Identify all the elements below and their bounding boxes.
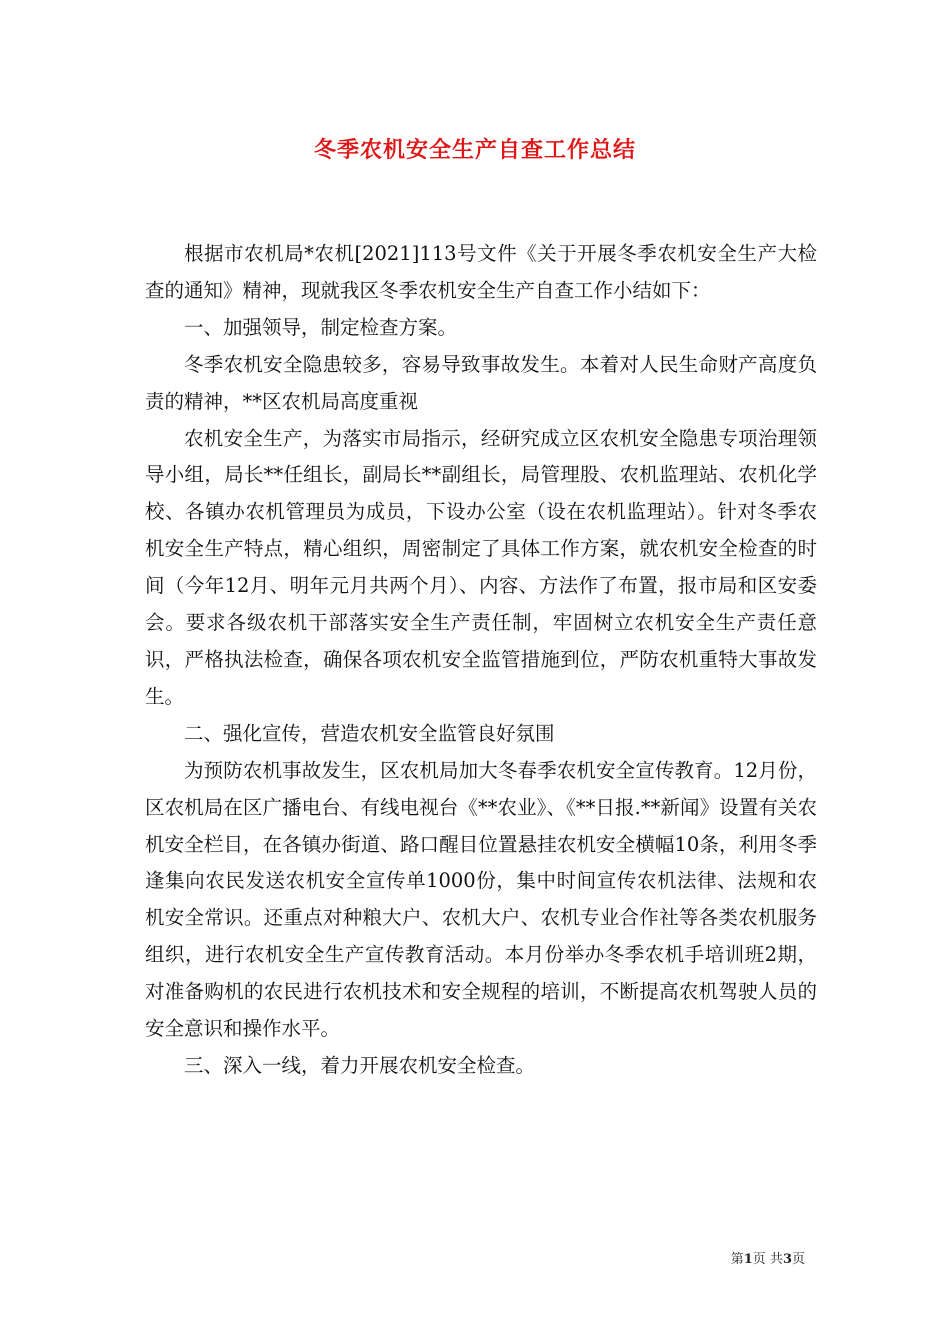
total-page-number: 3 [782,1252,792,1267]
section-heading-3: 三、深入一线，着力开展农机安全检查。 [184,1053,536,1077]
document-title: 冬季农机安全生产自查工作总结 [313,138,636,163]
current-page-number: 1 [743,1252,753,1267]
footer-middle: 页 共 [752,1252,783,1267]
document-body [145,236,817,1085]
paragraph: 冬季农机安全隐患较多，容易导致事故发生。本着对人民生命财产高度负责的精神，**区农机局高度重视 [145,352,817,413]
footer-prefix: 第 [730,1252,744,1267]
section-heading-2: 二、强化宣传，营造农机安全监管良好氛围 [184,721,555,745]
paragraph: 农机安全生产，为落实市局指示，经研究成立区农机安全隐患专项治理领导小组，局长**任组长，副局长**副组长，局管理股、农机监理站、农机化学校、各镇办农机管理员为成员，下设办公室（设在农机监理站）。针对冬季农机安全生产特点，精心组织，周密制定了具体工作方案，就农机安全检查的时间（今年12月、明年元月共两个月）、内容、方法作了布置，报市局和区安委会。要求各级农机干部落实安全生产责任制，牢固树立农机安全生产责任意识，严格执法检查，确保各项农机安全监管措施到位，严防农机重特大事故发生。 [145,426,817,708]
paragraph: 为预防农机事故发生，区农机局加大冬春季农机安全宣传教育。12月份，区农机局在区广播电台、有线电视台《**农业》、《**日报.**新闻》设置有关农机安全栏目，在各镇办街道、路口醒目位置悬挂农机安全横幅10条，利用冬季逢集向农民发送农机安全宣传单1000份，集中时间宣传农机法律、法规和农机安全常识。还重点对种粮大户、农机大户、农机专业合作社等各类农机服务组织，进行农机安全生产宣传教育活动。本月份举办冬季农机手培训班2期，对准备购机的农民进行农机技术和安全规程的培训，不断提高农机驾驶人员的安全意识和操作水平。 [145,758,817,1041]
section-heading-1: 一、加强领导，制定检查方案。 [184,315,458,339]
page-number-footer [731,1248,805,1267]
footer-suffix: 页 [791,1252,805,1267]
paragraph-intro: 根据市农机局*农机[2021]113号文件《关于开展冬季农机安全生产大检查的通知》精神，现就我区冬季农机安全生产自查工作小结如下： [145,242,817,302]
